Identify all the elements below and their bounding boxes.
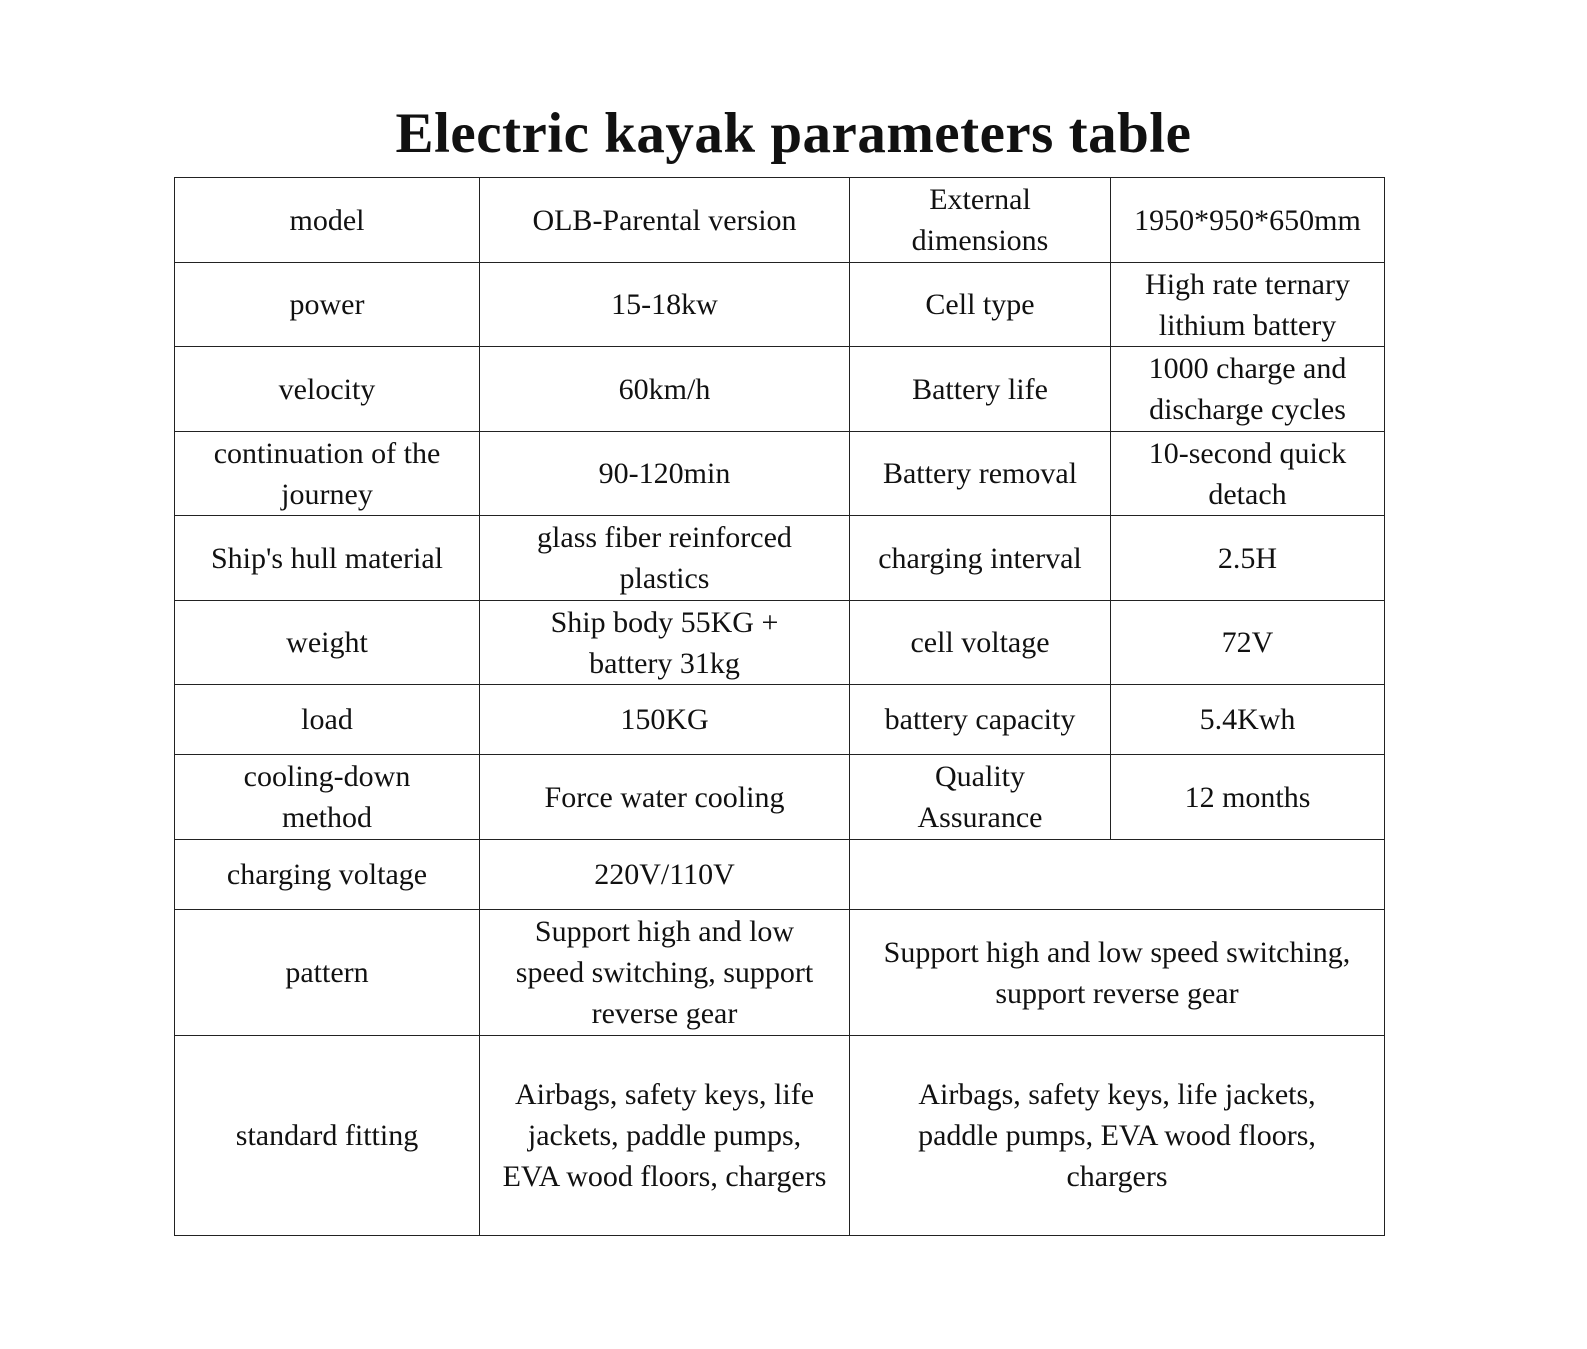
param-value: Ship body 55KG + battery 31kg	[480, 601, 850, 685]
param-value: 5.4Kwh	[1111, 685, 1385, 755]
param-value: 1950*950*650mm	[1111, 178, 1385, 263]
param-label: cooling-down method	[175, 755, 480, 840]
param-value-wide: Airbags, safety keys, life jackets, paddle pumps, EVA wood floors, chargers	[850, 1036, 1385, 1236]
param-label: Quality Assurance	[850, 755, 1111, 840]
param-label: velocity	[175, 347, 480, 432]
param-label: load	[175, 685, 480, 755]
param-value: 15-18kw	[480, 263, 850, 347]
param-label: charging voltage	[175, 840, 480, 910]
param-label: battery capacity	[850, 685, 1111, 755]
param-label: charging interval	[850, 516, 1111, 601]
param-label: cell voltage	[850, 601, 1111, 685]
table-row	[175, 263, 1385, 347]
param-label: Ship's hull material	[175, 516, 480, 601]
table-row	[175, 516, 1385, 601]
param-label: Cell type	[850, 263, 1111, 347]
table-row	[175, 601, 1385, 685]
param-value-wide: Support high and low speed switching, support reverse gear	[850, 910, 1385, 1036]
param-value: 12 months	[1111, 755, 1385, 840]
param-value: Force water cooling	[480, 755, 850, 840]
param-value: 2.5H	[1111, 516, 1385, 601]
param-label: Battery life	[850, 347, 1111, 432]
param-label: power	[175, 263, 480, 347]
table-row	[175, 910, 1385, 1036]
param-label: weight	[175, 601, 480, 685]
param-label: model	[175, 178, 480, 263]
param-value: 72V	[1111, 601, 1385, 685]
param-value: glass fiber reinforced plastics	[480, 516, 850, 601]
param-label: Battery removal	[850, 432, 1111, 516]
table-row	[175, 685, 1385, 755]
table-row	[175, 755, 1385, 840]
param-label: continuation of the journey	[175, 432, 480, 516]
param-label: standard fitting	[175, 1036, 480, 1236]
param-value: 60km/h	[480, 347, 850, 432]
param-label: External dimensions	[850, 178, 1111, 263]
param-value: OLB-Parental version	[480, 178, 850, 263]
param-value: 150KG	[480, 685, 850, 755]
table-row	[175, 347, 1385, 432]
param-value: 1000 charge and discharge cycles	[1111, 347, 1385, 432]
param-value: Support high and low speed switching, support reverse gear	[480, 910, 850, 1036]
param-value: Airbags, safety keys, life jackets, paddle pumps, EVA wood floors, chargers	[480, 1036, 850, 1236]
param-value: High rate ternary lithium battery	[1111, 263, 1385, 347]
table-row	[175, 840, 1385, 910]
parameters-table	[174, 177, 1385, 1236]
param-value: 90-120min	[480, 432, 850, 516]
table-row	[175, 1036, 1385, 1236]
empty-cell	[850, 840, 1385, 910]
param-value: 220V/110V	[480, 840, 850, 910]
param-label: pattern	[175, 910, 480, 1036]
table-row	[175, 178, 1385, 263]
table-row	[175, 432, 1385, 516]
page-title: Electric kayak parameters table	[395, 102, 1192, 165]
param-value: 10-second quick detach	[1111, 432, 1385, 516]
